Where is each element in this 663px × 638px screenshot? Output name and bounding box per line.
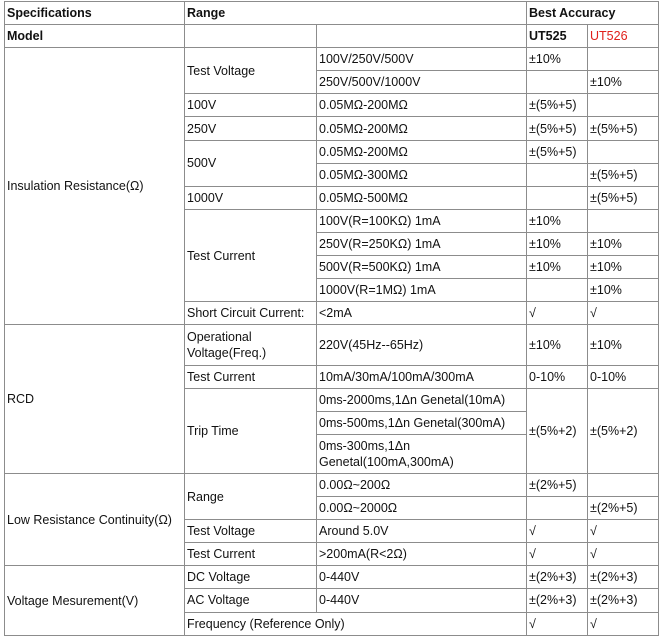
rcd-test-current-range: 10mA/30mA/100mA/300mA bbox=[317, 365, 527, 388]
insulation-1000v-label: 1000V bbox=[185, 186, 317, 209]
insulation-500v-range-1: 0.05MΩ-200MΩ bbox=[317, 140, 527, 163]
insulation-short-circuit-ut526: √ bbox=[588, 302, 659, 325]
low-resistance-range-label: Range bbox=[185, 473, 317, 519]
insulation-test-voltage-label: Test Voltage bbox=[185, 48, 317, 94]
rcd-trip-time-ut526: ±(5%+2) bbox=[588, 388, 659, 473]
low-resistance-test-current-range: >200mA(R<2Ω) bbox=[317, 543, 527, 566]
rcd-trip-time-ut525: ±(5%+2) bbox=[527, 388, 588, 473]
insulation-500v-range-2: 0.05MΩ-300MΩ bbox=[317, 163, 527, 186]
rcd-trip-time-range-3: 0ms-300ms,1Δn Genetal(100mA,300mA) bbox=[317, 434, 527, 473]
insulation-1000v-ut526: ±(5%+5) bbox=[588, 186, 659, 209]
low-resistance-test-voltage-label: Test Voltage bbox=[185, 520, 317, 543]
insulation-test-current-range-2: 250V(R=250KΩ) 1mA bbox=[317, 232, 527, 255]
model-ut525: UT525 bbox=[527, 25, 588, 48]
insulation-test-current-ut526-4: ±10% bbox=[588, 279, 659, 302]
insulation-250v-label: 250V bbox=[185, 117, 317, 140]
insulation-test-current-ut525-3: ±10% bbox=[527, 256, 588, 279]
insulation-1000v-ut525 bbox=[527, 186, 588, 209]
voltage-freq-ut526: √ bbox=[588, 612, 659, 635]
insulation-test-current-label: Test Current bbox=[185, 209, 317, 301]
low-resistance-range-2-ut525 bbox=[527, 497, 588, 520]
rcd-test-current-label: Test Current bbox=[185, 365, 317, 388]
table-row bbox=[5, 325, 659, 365]
rcd-trip-time-label: Trip Time bbox=[185, 388, 317, 473]
insulation-short-circuit-ut525: √ bbox=[527, 302, 588, 325]
voltage-freq-ut525: √ bbox=[527, 612, 588, 635]
rcd-operational-range: 220V(45Hz--65Hz) bbox=[317, 325, 527, 365]
insulation-test-current-ut525-2: ±10% bbox=[527, 232, 588, 255]
voltage-ac-range: 0-440V bbox=[317, 589, 527, 612]
model-label: Model bbox=[5, 25, 185, 48]
low-resistance-range-1-ut525: ±(2%+5) bbox=[527, 473, 588, 496]
insulation-test-current-range-4: 1000V(R=1MΩ) 1mA bbox=[317, 279, 527, 302]
insulation-test-voltage-ut525-1: ±10% bbox=[527, 48, 588, 71]
insulation-250v-ut525: ±(5%+5) bbox=[527, 117, 588, 140]
low-resistance-title: Low Resistance Continuity(Ω) bbox=[5, 473, 185, 565]
low-resistance-range-2-ut526: ±(2%+5) bbox=[588, 497, 659, 520]
insulation-250v-ut526: ±(5%+5) bbox=[588, 117, 659, 140]
rcd-operational-ut526: ±10% bbox=[588, 325, 659, 365]
header-row bbox=[5, 2, 659, 25]
insulation-test-current-range-3: 500V(R=500KΩ) 1mA bbox=[317, 256, 527, 279]
voltage-title: Voltage Mesurement(V) bbox=[5, 566, 185, 636]
rcd-operational-ut525: ±10% bbox=[527, 325, 588, 365]
voltage-ac-ut526: ±(2%+3) bbox=[588, 589, 659, 612]
insulation-test-voltage-ut526-1 bbox=[588, 48, 659, 71]
low-resistance-test-voltage-ut525: √ bbox=[527, 520, 588, 543]
low-resistance-test-current-label: Test Current bbox=[185, 543, 317, 566]
specifications-table bbox=[4, 1, 659, 636]
voltage-ac-label: AC Voltage bbox=[185, 589, 317, 612]
table-row bbox=[5, 48, 659, 71]
insulation-500v-ut525-1: ±(5%+5) bbox=[527, 140, 588, 163]
voltage-dc-ut526: ±(2%+3) bbox=[588, 566, 659, 589]
insulation-test-voltage-range-2: 250V/500V/1000V bbox=[317, 71, 527, 94]
header-range: Range bbox=[185, 2, 527, 25]
insulation-test-current-ut526-1 bbox=[588, 209, 659, 232]
low-resistance-test-voltage-ut526: √ bbox=[588, 520, 659, 543]
header-best-accuracy: Best Accuracy bbox=[527, 2, 659, 25]
insulation-100v-ut526 bbox=[588, 94, 659, 117]
voltage-dc-ut525: ±(2%+3) bbox=[527, 566, 588, 589]
insulation-test-current-ut525-1: ±10% bbox=[527, 209, 588, 232]
insulation-500v-label: 500V bbox=[185, 140, 317, 186]
insulation-short-circuit-label: Short Circuit Current: bbox=[185, 302, 317, 325]
voltage-dc-label: DC Voltage bbox=[185, 566, 317, 589]
low-resistance-range-1-ut526 bbox=[588, 473, 659, 496]
insulation-100v-label: 100V bbox=[185, 94, 317, 117]
low-resistance-range-2: 0.00Ω~2000Ω bbox=[317, 497, 527, 520]
low-resistance-range-1: 0.00Ω~200Ω bbox=[317, 473, 527, 496]
header-specifications: Specifications bbox=[5, 2, 185, 25]
table-row bbox=[5, 473, 659, 496]
model-empty-2 bbox=[317, 25, 527, 48]
model-empty-1 bbox=[185, 25, 317, 48]
insulation-test-current-ut526-3: ±10% bbox=[588, 256, 659, 279]
rcd-test-current-ut525: 0-10% bbox=[527, 365, 588, 388]
insulation-500v-ut526-2: ±(5%+5) bbox=[588, 163, 659, 186]
insulation-test-voltage-ut526-2: ±10% bbox=[588, 71, 659, 94]
insulation-test-voltage-range-1: 100V/250V/500V bbox=[317, 48, 527, 71]
rcd-trip-time-range-1: 0ms-2000ms,1Δn Genetal(10mA) bbox=[317, 388, 527, 411]
insulation-1000v-range: 0.05MΩ-500MΩ bbox=[317, 186, 527, 209]
insulation-test-current-ut525-4 bbox=[527, 279, 588, 302]
model-row bbox=[5, 25, 659, 48]
insulation-test-voltage-ut525-2 bbox=[527, 71, 588, 94]
rcd-operational-label: Operational Voltage(Freq.) bbox=[185, 325, 317, 365]
model-ut526: UT526 bbox=[588, 25, 659, 48]
table-row bbox=[5, 566, 659, 589]
voltage-freq-label: Frequency (Reference Only) bbox=[185, 612, 527, 635]
insulation-100v-ut525: ±(5%+5) bbox=[527, 94, 588, 117]
insulation-500v-ut525-2 bbox=[527, 163, 588, 186]
rcd-test-current-ut526: 0-10% bbox=[588, 365, 659, 388]
low-resistance-test-current-ut526: √ bbox=[588, 543, 659, 566]
voltage-dc-range: 0-440V bbox=[317, 566, 527, 589]
rcd-trip-time-range-2: 0ms-500ms,1Δn Genetal(300mA) bbox=[317, 411, 527, 434]
insulation-100v-range: 0.05MΩ-200MΩ bbox=[317, 94, 527, 117]
insulation-title: Insulation Resistance(Ω) bbox=[5, 48, 185, 325]
insulation-250v-range: 0.05MΩ-200MΩ bbox=[317, 117, 527, 140]
low-resistance-test-current-ut525: √ bbox=[527, 543, 588, 566]
insulation-short-circuit-range: <2mA bbox=[317, 302, 527, 325]
insulation-test-current-ut526-2: ±10% bbox=[588, 232, 659, 255]
low-resistance-test-voltage-range: Around 5.0V bbox=[317, 520, 527, 543]
rcd-title: RCD bbox=[5, 325, 185, 474]
insulation-500v-ut526-1 bbox=[588, 140, 659, 163]
insulation-test-current-range-1: 100V(R=100KΩ) 1mA bbox=[317, 209, 527, 232]
voltage-ac-ut525: ±(2%+3) bbox=[527, 589, 588, 612]
